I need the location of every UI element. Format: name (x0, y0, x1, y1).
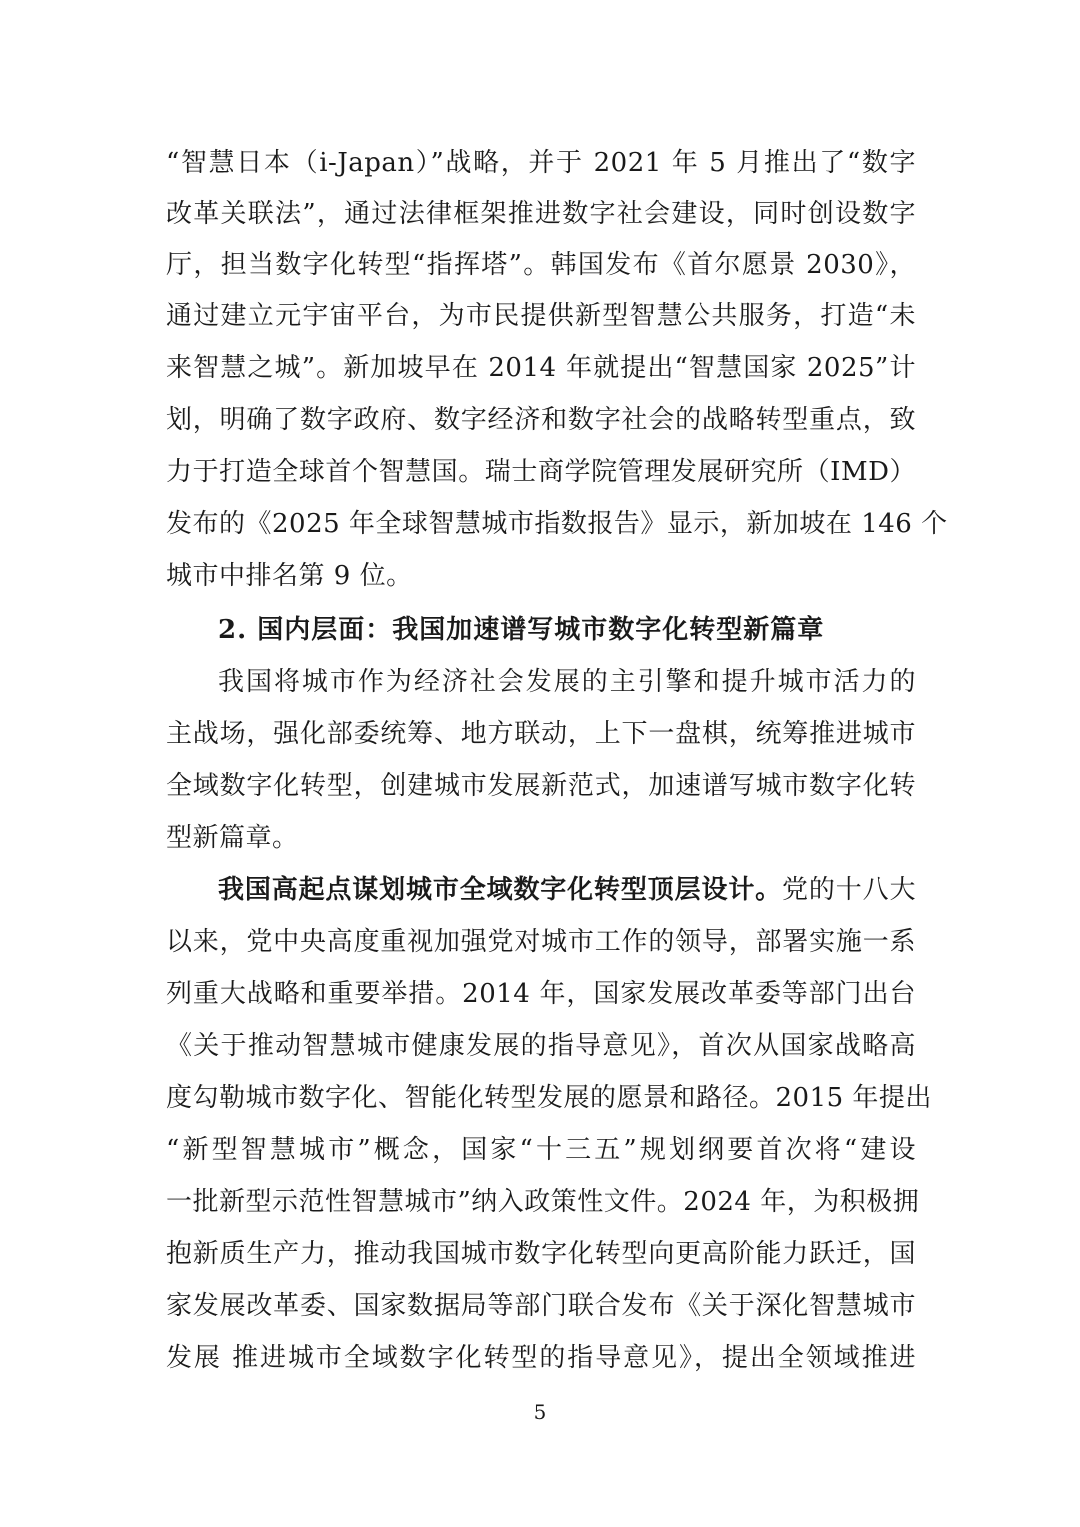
text-line: 改革关联法”，通过法律框架推进数字社会建设，同时创设数字 (166, 199, 916, 229)
text-line: 厅，担当数字化转型“指挥塔”。韩国发布《首尔愿景 2030》， (166, 250, 916, 280)
text-line: 来智慧之城”。新加坡早在 2014 年就提出“智慧国家 2025”计 (166, 353, 916, 383)
text-line: 发布的《2025 年全球智慧城市指数报告》显示，新加坡在 146 个 (166, 509, 948, 539)
section-heading: 2. 国内层面：我国加速谱写城市数字化转型新篇章 (218, 615, 825, 645)
text-line: 城市中排名第 9 位。 (166, 561, 413, 591)
text-line: “新型智慧城市”概念，国家“十三五”规划纲要首次将“建设 (166, 1135, 916, 1165)
text-line: 《关于推动智慧城市健康发展的指导意见》，首次从国家战略高 (166, 1031, 916, 1061)
page-number: 5 (533, 1400, 547, 1424)
lead-continuation: 党的十八大 (782, 875, 916, 905)
text-line: 家发展改革委、国家数据局等部门联合发布《关于深化智慧城市 (166, 1291, 916, 1321)
text-line: 列重大战略和重要举措。2014 年，国家发展改革委等部门出台 (166, 979, 916, 1009)
text-line: 通过建立元宇宙平台，为市民提供新型智慧公共服务，打造“未 (166, 301, 916, 331)
text-line: 我国将城市作为经济社会发展的主引擎和提升城市活力的 (218, 667, 916, 697)
text-line: 全域数字化转型，创建城市发展新范式，加速谱写城市数字化转 (166, 771, 916, 801)
text-line: 发展 推进城市全域数字化转型的指导意见》，提出全领域推进 (166, 1343, 916, 1373)
text-line: 一批新型示范性智慧城市”纳入政策性文件。2024 年，为积极拥 (166, 1187, 920, 1217)
text-line: 度勾勒城市数字化、智能化转型发展的愿景和路径。2015 年提出 (166, 1083, 932, 1113)
text-line: “智慧日本（i-Japan）”战略，并于 2021 年 5 月推出了“数字 (166, 148, 916, 178)
text-line: 主战场，强化部委统筹、地方联动，上下一盘棋，统筹推进城市 (166, 719, 916, 749)
text-line: 力于打造全球首个智慧国。瑞士商学院管理发展研究所（IMD） (166, 457, 916, 487)
text-line (218, 870, 916, 910)
text-line: 以来，党中央高度重视加强党对城市工作的领导，部署实施一系 (166, 927, 916, 957)
text-line: 划，明确了数字政府、数字经济和数字社会的战略转型重点，致 (166, 405, 916, 435)
text-line: 型新篇章。 (166, 823, 299, 853)
text-line: 抱新质生产力，推动我国城市数字化转型向更高阶能力跃迁，国 (166, 1239, 916, 1269)
lead-sentence: 我国高起点谋划城市全域数字化转型顶层设计。 (218, 875, 783, 905)
